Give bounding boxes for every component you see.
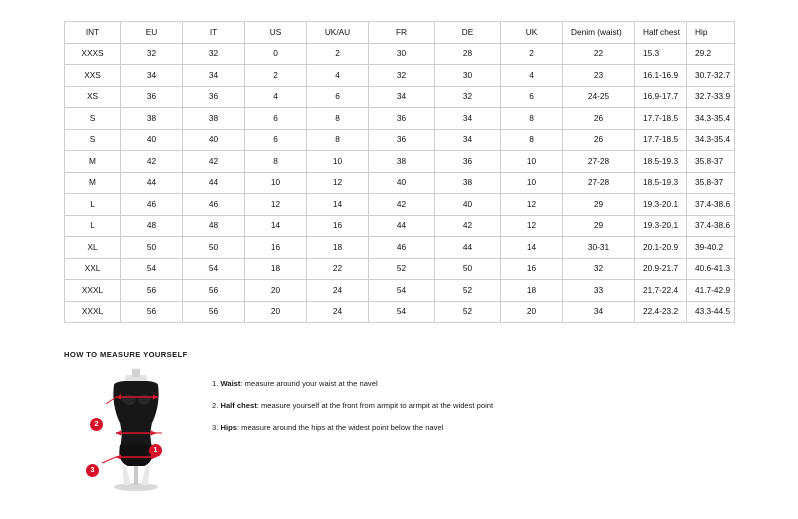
cell-uk-au: 2 [307,43,369,65]
cell-uk-au: 18 [307,237,369,259]
cell-uk-au: 22 [307,258,369,280]
cell-denim-waist: 29 [563,194,635,216]
column-header-int: INT [65,22,121,44]
cell-fr: 52 [369,258,435,280]
cell-uk-au: 24 [307,301,369,323]
cell-uk: 10 [501,151,563,173]
cell-us: 4 [245,86,307,108]
cell-fr: 44 [369,215,435,237]
cell-hip: 34.3-35.4 [687,108,735,130]
cell-uk: 2 [501,43,563,65]
cell-half-chest: 19.3-20.1 [635,194,687,216]
table-row [65,215,735,237]
cell-de: 32 [435,86,501,108]
cell-fr: 54 [369,301,435,323]
cell-us: 14 [245,215,307,237]
cell-it: 42 [183,151,245,173]
cell-int: XXL [65,258,121,280]
instruction-number-2: 2. [212,401,219,411]
cell-it: 50 [183,237,245,259]
cell-denim-waist: 24-25 [563,86,635,108]
cell-it: 56 [183,301,245,323]
cell-hip: 35.8-37 [687,151,735,173]
cell-denim-waist: 26 [563,108,635,130]
cell-it: 48 [183,215,245,237]
cell-it: 36 [183,86,245,108]
cell-us: 20 [245,280,307,302]
measure-instruction-hips [212,423,734,432]
mannequin-illustration [64,369,194,494]
how-to-measure-title: HOW TO MEASURE YOURSELF [64,350,188,359]
cell-half-chest: 20.1-20.9 [635,237,687,259]
cell-fr: 46 [369,237,435,259]
table-row [65,151,735,173]
cell-half-chest: 19.3-20.1 [635,215,687,237]
table-header-row [65,22,735,44]
table-row [65,65,735,87]
cell-half-chest: 17.7-18.5 [635,129,687,151]
cell-eu: 38 [121,108,183,130]
cell-uk-au: 24 [307,280,369,302]
cell-us: 18 [245,258,307,280]
cell-half-chest: 21.7-22.4 [635,280,687,302]
cell-eu: 56 [121,301,183,323]
cell-uk: 10 [501,172,563,194]
cell-hip: 37.4-38.6 [687,215,735,237]
cell-us: 10 [245,172,307,194]
cell-fr: 40 [369,172,435,194]
cell-eu: 56 [121,280,183,302]
cell-uk: 12 [501,194,563,216]
cell-denim-waist: 30-31 [563,237,635,259]
cell-it: 44 [183,172,245,194]
table-row [65,43,735,65]
cell-us: 6 [245,108,307,130]
cell-half-chest: 22.4-23.2 [635,301,687,323]
cell-denim-waist: 33 [563,280,635,302]
cell-denim-waist: 27-28 [563,151,635,173]
cell-hip: 35.8-37 [687,172,735,194]
cell-us: 16 [245,237,307,259]
cell-uk: 18 [501,280,563,302]
cell-de: 38 [435,172,501,194]
cell-eu: 42 [121,151,183,173]
cell-half-chest: 16.9-17.7 [635,86,687,108]
size-chart-table [64,21,735,323]
cell-hip: 39-40.2 [687,237,735,259]
cell-eu: 44 [121,172,183,194]
cell-us: 6 [245,129,307,151]
cell-uk: 12 [501,215,563,237]
cell-denim-waist: 27-28 [563,172,635,194]
cell-hip: 30.7-32.7 [687,65,735,87]
cell-uk-au: 6 [307,86,369,108]
cell-uk: 6 [501,86,563,108]
instruction-text-hips: : measure around the hips at the widest point below the navel [236,423,444,433]
column-header-hip: Hip [687,22,735,44]
instruction-number-3: 3. [212,423,219,433]
cell-uk-au: 10 [307,151,369,173]
cell-int: M [65,172,121,194]
cell-int: L [65,215,121,237]
cell-it: 32 [183,43,245,65]
cell-int: M [65,151,121,173]
cell-it: 40 [183,129,245,151]
table-row [65,172,735,194]
cell-uk-au: 14 [307,194,369,216]
cell-denim-waist: 26 [563,129,635,151]
cell-hip: 34.3-35.4 [687,129,735,151]
cell-hip: 29.2 [687,43,735,65]
cell-hip: 37.4-38.6 [687,194,735,216]
table-row [65,258,735,280]
cell-eu: 50 [121,237,183,259]
measure-badge-1: 1 [149,444,162,457]
cell-us: 12 [245,194,307,216]
cell-fr: 42 [369,194,435,216]
cell-de: 34 [435,108,501,130]
column-header-it: IT [183,22,245,44]
cell-int: S [65,129,121,151]
cell-int: XXXL [65,301,121,323]
cell-de: 52 [435,280,501,302]
table-row [65,108,735,130]
cell-denim-waist: 23 [563,65,635,87]
cell-denim-waist: 29 [563,215,635,237]
table-row [65,129,735,151]
cell-uk-au: 16 [307,215,369,237]
column-header-denim-waist: Denim (waist) [563,22,635,44]
cell-fr: 34 [369,86,435,108]
cell-eu: 32 [121,43,183,65]
cell-fr: 30 [369,43,435,65]
cell-us: 20 [245,301,307,323]
measure-instruction-waist [212,379,734,388]
cell-de: 28 [435,43,501,65]
cell-eu: 36 [121,86,183,108]
instruction-text-waist: : measure around your waist at the navel [240,379,378,388]
cell-int: L [65,194,121,216]
how-to-measure-body [64,369,734,494]
cell-it: 54 [183,258,245,280]
cell-fr: 38 [369,151,435,173]
mannequin-figure-icon [64,369,194,494]
column-header-uk: UK [501,22,563,44]
cell-it: 56 [183,280,245,302]
measure-instruction-half-chest [212,401,734,410]
how-to-measure-section [64,350,734,494]
size-chart-container [64,21,734,323]
cell-uk: 16 [501,258,563,280]
cell-uk: 8 [501,108,563,130]
cell-uk: 14 [501,237,563,259]
cell-denim-waist: 22 [563,43,635,65]
cell-denim-waist: 32 [563,258,635,280]
measure-badge-3: 3 [86,464,99,477]
column-header-fr: FR [369,22,435,44]
cell-fr: 36 [369,108,435,130]
instruction-term-hips: Hips [220,423,237,433]
cell-half-chest: 20.9-21.7 [635,258,687,280]
cell-de: 36 [435,151,501,173]
cell-uk: 8 [501,129,563,151]
column-header-half-chest: Half chest [635,22,687,44]
measure-badge-2: 2 [90,418,103,431]
cell-half-chest: 17.7-18.5 [635,108,687,130]
instruction-term-half-chest: Half chest [220,401,257,411]
table-row [65,86,735,108]
cell-uk-au: 12 [307,172,369,194]
cell-fr: 36 [369,129,435,151]
cell-hip: 32.7-33.9 [687,86,735,108]
cell-uk: 20 [501,301,563,323]
cell-int: XXS [65,65,121,87]
cell-fr: 54 [369,280,435,302]
cell-de: 30 [435,65,501,87]
cell-uk-au: 4 [307,65,369,87]
cell-de: 42 [435,215,501,237]
cell-fr: 32 [369,65,435,87]
cell-int: XXXS [65,43,121,65]
cell-de: 50 [435,258,501,280]
cell-hip: 40.6-41.3 [687,258,735,280]
instruction-text-half-chest: : measure yourself at the front from armpit to armpit at the widest point [256,401,494,411]
cell-eu: 46 [121,194,183,216]
cell-int: XS [65,86,121,108]
table-row [65,301,735,323]
cell-de: 44 [435,237,501,259]
table-row [65,237,735,259]
cell-half-chest: 15.3 [635,43,687,65]
cell-it: 34 [183,65,245,87]
cell-half-chest: 18.5-19.3 [635,151,687,173]
column-header-de: DE [435,22,501,44]
cell-int: XL [65,237,121,259]
instruction-number-1: 1. [212,379,219,388]
cell-eu: 34 [121,65,183,87]
cell-de: 40 [435,194,501,216]
table-body [65,43,735,323]
cell-half-chest: 16.1-16.9 [635,65,687,87]
cell-uk-au: 8 [307,129,369,151]
cell-uk-au: 8 [307,108,369,130]
column-header-uk-au: UK/AU [307,22,369,44]
measure-instructions [212,379,734,445]
cell-hip: 43.3-44.5 [687,301,735,323]
cell-us: 0 [245,43,307,65]
cell-int: S [65,108,121,130]
table-row [65,194,735,216]
cell-it: 46 [183,194,245,216]
table-header [65,22,735,44]
cell-de: 34 [435,129,501,151]
cell-it: 38 [183,108,245,130]
instruction-term-waist: Waist [220,379,241,388]
cell-denim-waist: 34 [563,301,635,323]
cell-hip: 41.7-42.9 [687,280,735,302]
cell-eu: 48 [121,215,183,237]
cell-half-chest: 18.5-19.3 [635,172,687,194]
column-header-us: US [245,22,307,44]
cell-uk: 4 [501,65,563,87]
column-header-eu: EU [121,22,183,44]
cell-us: 2 [245,65,307,87]
table-row [65,280,735,302]
cell-de: 52 [435,301,501,323]
cell-eu: 40 [121,129,183,151]
cell-us: 8 [245,151,307,173]
cell-eu: 54 [121,258,183,280]
cell-int: XXXL [65,280,121,302]
